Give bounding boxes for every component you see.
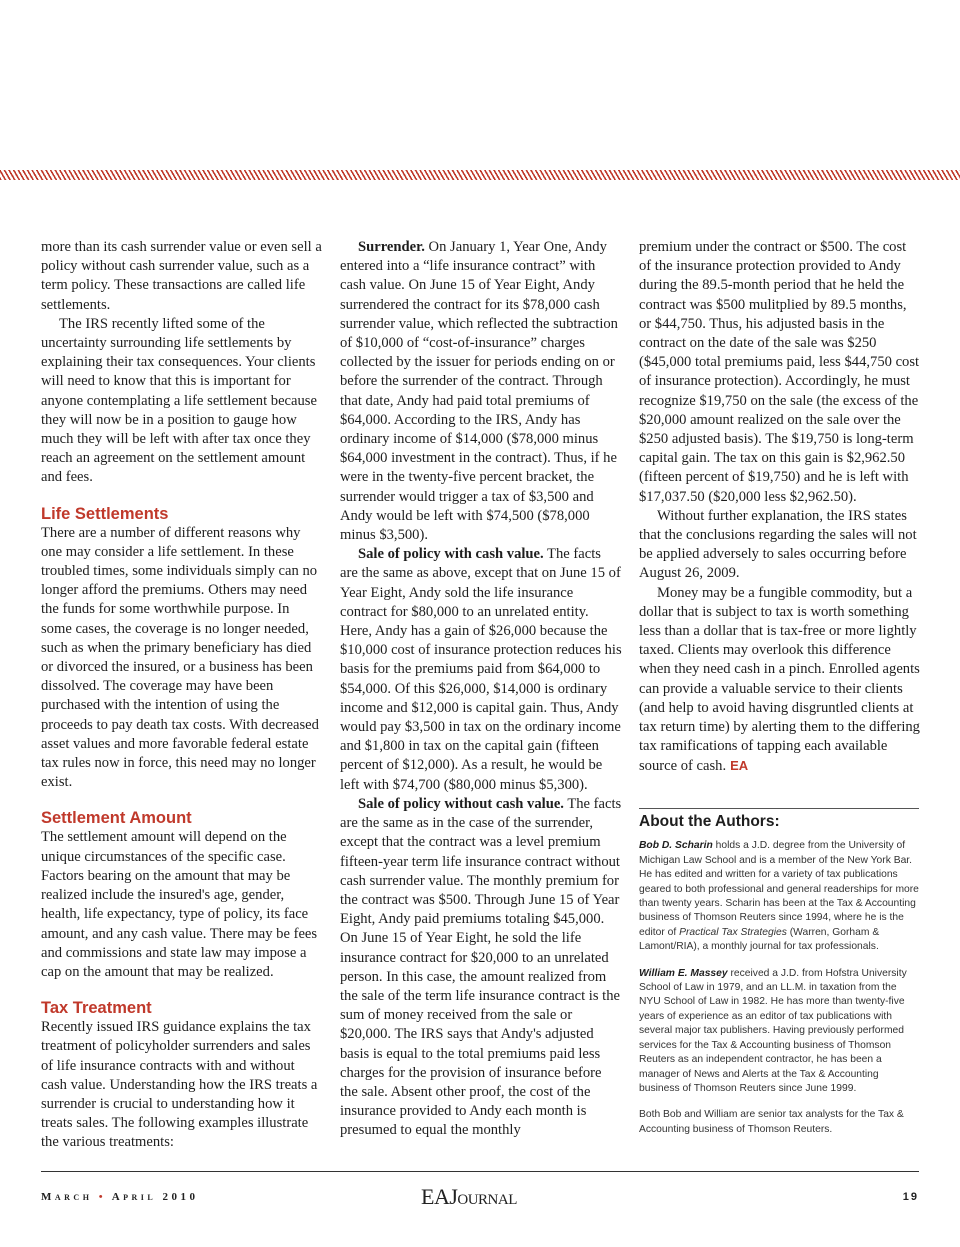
section-heading-life-settlements: Life Settlements xyxy=(41,504,169,523)
author-name: Bob D. Scharin xyxy=(639,840,713,852)
paragraph xyxy=(340,545,622,795)
section-heading-settlement-amount: Settlement Amount xyxy=(41,809,192,828)
paragraph-text: The facts are the same as above, except that on June 15 of Year Eight, Andy sold the life insurance contract for $80,000 to an unrelated entity. Here, Andy has a gain of $26,000 because the $10,000 cost of insurance protection reduces his basis for the premiums paid from $64,000 to $54,000. Of this $26,000, $14,000 is ordinary income and $12,000 is capital gain. Thus, Andy would pay $3,500 in tax on the ordinary income and $1,800 in tax on the capital gain (fifteen percent of $12,000). As a result, he would be left with $74,700 ($80,000 minus $5,300). xyxy=(340,546,622,793)
paragraph: premium under the contract or $500. The cost of the insurance protection provided to Andy during the 89.5-month period that he held the contract was $500 mulitplied by 89.5 months, or $44,750. Thus, his adjusted basis in the contract on the date of the sale was $250 ($45,000 total premiums paid, less $44,750 cost of insurance protection). Accordingly, he must recognize $19,750 on the sale (the excess of the $20,000 amount realized on the sale over the $250 adjusted basis). The $19,750 is long-term capital gain. The tax on this gain is $2,962.50 (fifteen percent of $19,750) and he is left with $17,037.50 ($20,000 less $2,962.50). xyxy=(639,239,920,505)
decorative-stripe xyxy=(0,170,960,180)
author-bio xyxy=(639,839,919,954)
issue-month: April 2010 xyxy=(111,1191,199,1203)
paragraph: The settlement amount will depend on the unique circumstances of the specific case. Factors bearing on the amount that may be realized include the insured's age, gender, health, life expectancy, type of policy, its face amount, and any cash value. There may be fees and commissions and state law may impose a cap on the amount that may be realized. xyxy=(41,829,318,980)
publication-title: Practical Tax Strategies xyxy=(679,926,787,938)
paragraph-text: On January 1, Year One, Andy entered into a “life insurance contract” with cash value. On June 15 of Year Eight, Andy surrendered the contract for its $78,000 cash surrender value, which reflected the subtraction of $10,000 of “cost-of-insurance” charges collected by the issuer for periods ending on or before the surrender of the contract. Through that date, Andy had paid total premiums of $64,000. According to the IRS, Andy has ordinary income of $14,000 ($78,000 minus $64,000 investment in the contract). Thus, if he were in the twenty-five percent bracket, the surrender would trigger a tax of $3,500 and Andy would be left with $74,500 ($78,000 minus $3,500). xyxy=(340,239,618,544)
bio-text: (Warren, Gorham & Lamont/RIA), a monthly journal for tax professionals. xyxy=(639,926,880,953)
paragraph: The IRS recently lifted some of the uncertainty surrounding life settlements by explaining their tax consequences. Your clients will need to know that this is important for anyone contemplating a life settlement because they will now be in a position to gauge how much they will be left with after tax once they reach an agreement on the settlement amount and fees. xyxy=(41,315,317,486)
journal-logo: EAJournal xyxy=(421,1184,517,1209)
paragraph xyxy=(639,584,921,777)
paragraph: more than its cash surrender value or even sell a policy without cash surrender value, such as a term policy. These transactions are called life settlements. xyxy=(41,239,322,313)
column-3 xyxy=(639,238,921,777)
issue-date xyxy=(41,1191,199,1203)
paragraph xyxy=(340,238,622,545)
author-name: William E. Massey xyxy=(639,967,728,979)
end-mark: EA xyxy=(730,758,749,774)
paragraph xyxy=(340,795,622,1141)
page-footer xyxy=(41,1171,919,1212)
section-heading-tax-treatment: Tax Treatment xyxy=(41,999,152,1018)
page-number: 19 xyxy=(902,1191,919,1203)
paragraph-text: The facts are the same as in the case of the surrender, except that the contract was a level premium fifteen-year term life insurance contract without cash surrender value. The monthly premium for the contract was $500. Through June 15 of Year Eight, Andy paid premiums totaling $45,000. On June 15 of Year Eight, he sold the life insurance contract for $20,000 to an unrelated person. In this case, the amount realized from the sale of the term life insurance contract is the sum of money received from the sale or $20,000. The IRS says that Andy's adjusted basis is equal to the total premiums paid less charges for the provision of insurance before the sale. Absent other proof, the cost of the insurance provided to Andy each month is presumed to equal the monthly xyxy=(340,795,622,1139)
issue-month: March xyxy=(41,1191,93,1203)
run-in-heading: Sale of policy with cash value. xyxy=(358,546,544,563)
column-1 xyxy=(41,238,323,1153)
author-bio xyxy=(639,967,919,1097)
paragraph: Recently issued IRS guidance explains the tax treatment of policyholder surrenders and sales of life insurance contracts with and without cash value. Understanding how the IRS treats a surrender is crucial to understanding how it treats sales. The following examples illustrate the various treatments: xyxy=(41,1019,318,1151)
paragraph-text: Money may be a fungible commodity, but a dollar that is subject to tax is worth something less than a dollar that is tax-free or more lightly taxed. Clients may overlook this difference when they need cash in a pinch. Enrolled agents can provide a valuable service to their clients (and help to avoid having disgruntled clients at tax return time) by alerting them to the differing tax ramifications of tapping each available source of cash. xyxy=(639,584,920,775)
column-2 xyxy=(340,238,622,1141)
run-in-heading: Sale of policy without cash value. xyxy=(358,795,564,812)
run-in-heading: Surrender. xyxy=(358,239,425,255)
about-the-authors xyxy=(639,808,919,1149)
paragraph: Without further explanation, the IRS states that the conclusions regarding the sales will not be applied adversely to sales occurring before August 26, 2009. xyxy=(639,507,917,582)
about-title: About the Authors: xyxy=(639,813,780,830)
bio-text: holds a J.D. degree from the University of Michigan Law School and is a member of the New York Bar. He has edited and written for a variety of tax publications geared to both professional and general readerships for more than twenty years. Scharin has been at the Tax & Accounting business of Thomson Reuters since 1994, where he is the editor of xyxy=(639,840,919,938)
paragraph: There are a number of different reasons why one may consider a life settlement. In these troubled times, some individuals simply can no longer afford the premiums. Others may need the funds for some worthwhile purpose. In some cases, the coverage is no longer needed, such as when the primary beneficiary has died or divorced the insured, or a business has been dissolved. The coverage may have been purchased with the intention of using the proceeds to pay death tax costs. With decreased asset values and more favorable federal estate tax rules now in force, this need may no longer exist. xyxy=(41,524,319,791)
bio-text: received a J.D. from Hofstra University School of Law in 1979, and an LL.M. in taxation from the NYU School of Law in 1982. He has more than twenty-five years of experience as an editor of tax publications with several major tax publishers. Having previously performed services for the Tax & Accounting business of Thomson Reuters as an independent contractor, he has been a manager of News and Alerts at the Tax & Accounting business of Thomson Reuters since June 1999. xyxy=(639,967,907,1094)
bullet-separator: • xyxy=(98,1191,107,1203)
closing-note: Both Bob and William are senior tax analysts for the Tax & Accounting business of Thomson Reuters. xyxy=(639,1109,904,1135)
